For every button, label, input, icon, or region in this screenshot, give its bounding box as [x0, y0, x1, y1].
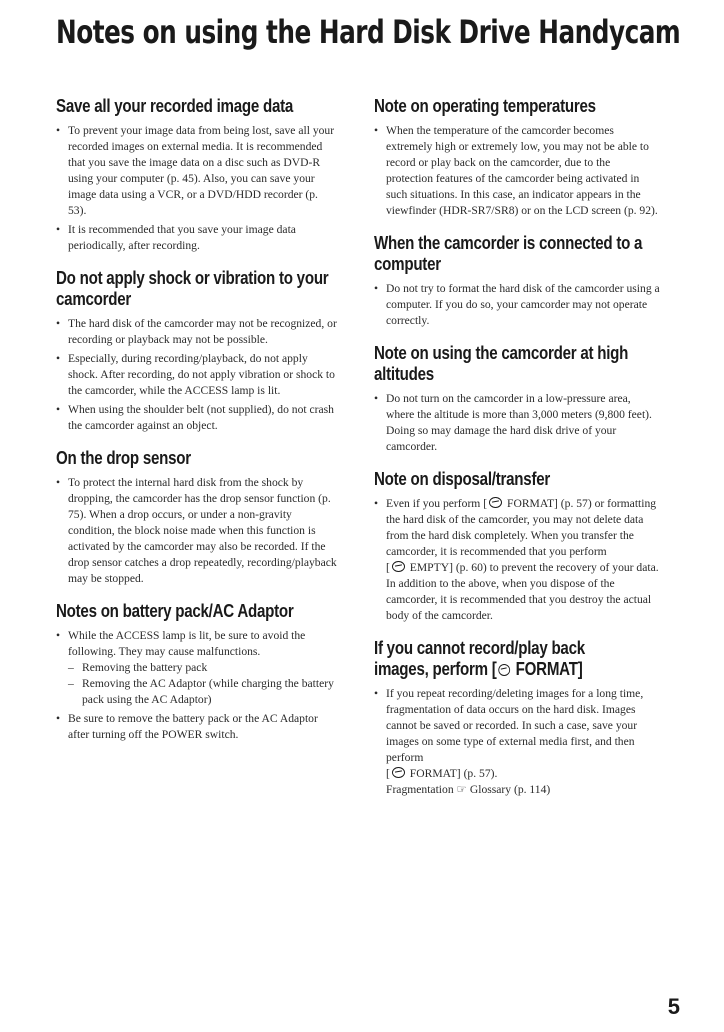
sub-item: – Removing the battery pack — [68, 661, 208, 674]
section-computer — [374, 233, 660, 329]
list-item: • Do not try to format the hard disk of the camcorder using a computer. If you do so, your camcorder may not operate correctly. — [374, 281, 660, 329]
list-cannot-record — [374, 686, 660, 798]
text-fragment: If you repeat recording/deleting images for a long time, fragmentation of data occurs on the hard disk. Images cannot be saved or recorded. In such a case, save your images on some type of external media first, and then perform — [386, 687, 644, 764]
heading-cannot-record — [374, 638, 660, 680]
section-drop-sensor — [56, 448, 338, 587]
heading-save-data: Save all your recorded image data — [56, 96, 294, 116]
heading-shock-vibration: Do not apply shock or vibration to your camcorder — [56, 268, 329, 309]
text-fragment: FORMAT] (p. 57) or formatting the hard disk of the camcorder, you may not delete data from the hard disk completely. When you transfer the camcorder, it is recommended that you perform — [386, 497, 657, 558]
list-item: • To prevent your image data from being lost, save all your recorded images on external media. It is recommended that you save the image data on a disc such as DVD-R using your computer (p. 45). Also, you can save your image data using a VCR, or a DVD/HDD recorder (p. 53). — [56, 123, 338, 219]
section-cannot-record — [374, 638, 660, 798]
text-fragment: Even if you perform [ — [386, 497, 488, 510]
heading-temperatures: Note on operating temperatures — [374, 96, 596, 116]
section-altitudes — [374, 343, 660, 455]
text-fragment: Glossary (p. 114) — [469, 783, 551, 796]
section-battery-adaptor — [56, 601, 338, 743]
text-fragment: [ — [386, 767, 390, 780]
list-disposal — [374, 496, 660, 624]
heading-battery-adaptor: Notes on battery pack/AC Adaptor — [56, 601, 294, 621]
hdd-icon — [489, 497, 502, 508]
list-item: • To protect the internal hard disk from the shock by dropping, the camcorder has the drop sensor function (p. 75). When a drop occurs, or under a non-gravity condition, the block noise made when this function is activated by the camcorder may also be recorded. If the drop sensor catches a drop repeatedly, recording/playback may be stopped. — [56, 475, 338, 587]
list-item: • Especially, during recording/playback, do not apply shock. After recording, do not apply vibration or shock to the camcorder, while the ACCESS lamp is lit. — [56, 351, 338, 399]
list-item: • The hard disk of the camcorder may not be recognized, or recording or playback may not be possible. — [56, 316, 338, 348]
list-altitudes — [374, 391, 660, 455]
list-computer — [374, 281, 660, 329]
list-temperatures — [374, 123, 660, 219]
hdd-icon — [498, 664, 510, 676]
list-item: • It is recommended that you save your image data periodically, after recording. — [56, 222, 338, 254]
sub-item-text: Removing the AC Adaptor (while charging the battery pack using the AC Adaptor) — [82, 677, 334, 706]
list-item: • When using the shoulder belt (not supplied), do not crash the camcorder against an object. — [56, 402, 338, 434]
heading-line — [374, 659, 660, 680]
list-battery-adaptor — [56, 628, 338, 743]
list-item: • When the temperature of the camcorder becomes extremely high or extremely low, you may not be able to record or play back on the camcorder, due to the protection features of the camcorder being activated in such situations. In this case, an indicator appears in the viewfinder (HDR-SR7/SR8) or on the LCD screen (p. 92). — [374, 123, 660, 219]
text-line — [386, 766, 660, 782]
list-shock-vibration — [56, 316, 338, 434]
text-line — [386, 560, 660, 576]
sub-item-text: Removing the battery pack — [82, 661, 208, 674]
page-title: Notes on using the Hard Disk Drive Handycam — [56, 13, 681, 51]
sub-item: – Removing the AC Adaptor (while charging the battery pack using the AC Adaptor) — [68, 677, 334, 706]
list-drop-sensor — [56, 475, 338, 587]
section-shock-vibration — [56, 268, 338, 434]
heading-drop-sensor: On the drop sensor — [56, 448, 191, 468]
text-fragment: [ — [386, 561, 390, 574]
heading-line: If you cannot record/play back — [374, 638, 585, 658]
heading-computer: When the camcorder is connected to a computer — [374, 233, 643, 274]
text-fragment: images, perform [ — [374, 659, 497, 679]
list-save-data — [56, 123, 338, 254]
text-fragment: FORMAT] — [511, 659, 583, 679]
hdd-icon — [392, 767, 405, 778]
heading-disposal: Note on disposal/transfer — [374, 469, 551, 489]
right-column — [374, 96, 660, 812]
list-item: • Do not turn on the camcorder in a low-pressure area, where the altitude is more than 3,000 meters (9,800 feet). Doing so may damage the hard disk drive of your camcorder. — [374, 391, 660, 455]
list-item — [56, 628, 338, 708]
text-fragment: FORMAT] (p. 57). — [406, 767, 498, 780]
text-fragment: Fragmentation — [386, 783, 454, 796]
text-line — [386, 782, 660, 798]
page-number: 5 — [667, 994, 680, 1019]
list-item — [374, 496, 660, 624]
heading-altitudes: Note on using the camcorder at high altitudes — [374, 343, 629, 384]
section-temperatures — [374, 96, 660, 219]
list-item-text: While the ACCESS lamp is lit, be sure to avoid the following. They may cause malfunctions. — [68, 629, 306, 658]
list-item: • Be sure to remove the battery pack or the AC Adaptor after turning off the POWER switch. — [56, 711, 338, 743]
section-disposal — [374, 469, 660, 624]
text-fragment: EMPTY] (p. 60) to prevent the recovery of your data. — [406, 561, 659, 574]
list-item — [374, 686, 660, 798]
hdd-icon — [392, 561, 405, 572]
text-line: In addition to the above, when you dispose of the camcorder, it is recommended that you destroy the actual body of the camcorder. — [386, 577, 652, 622]
section-save-data — [56, 96, 338, 254]
see-reference-icon: ☞ — [456, 783, 467, 796]
left-column — [56, 96, 338, 757]
